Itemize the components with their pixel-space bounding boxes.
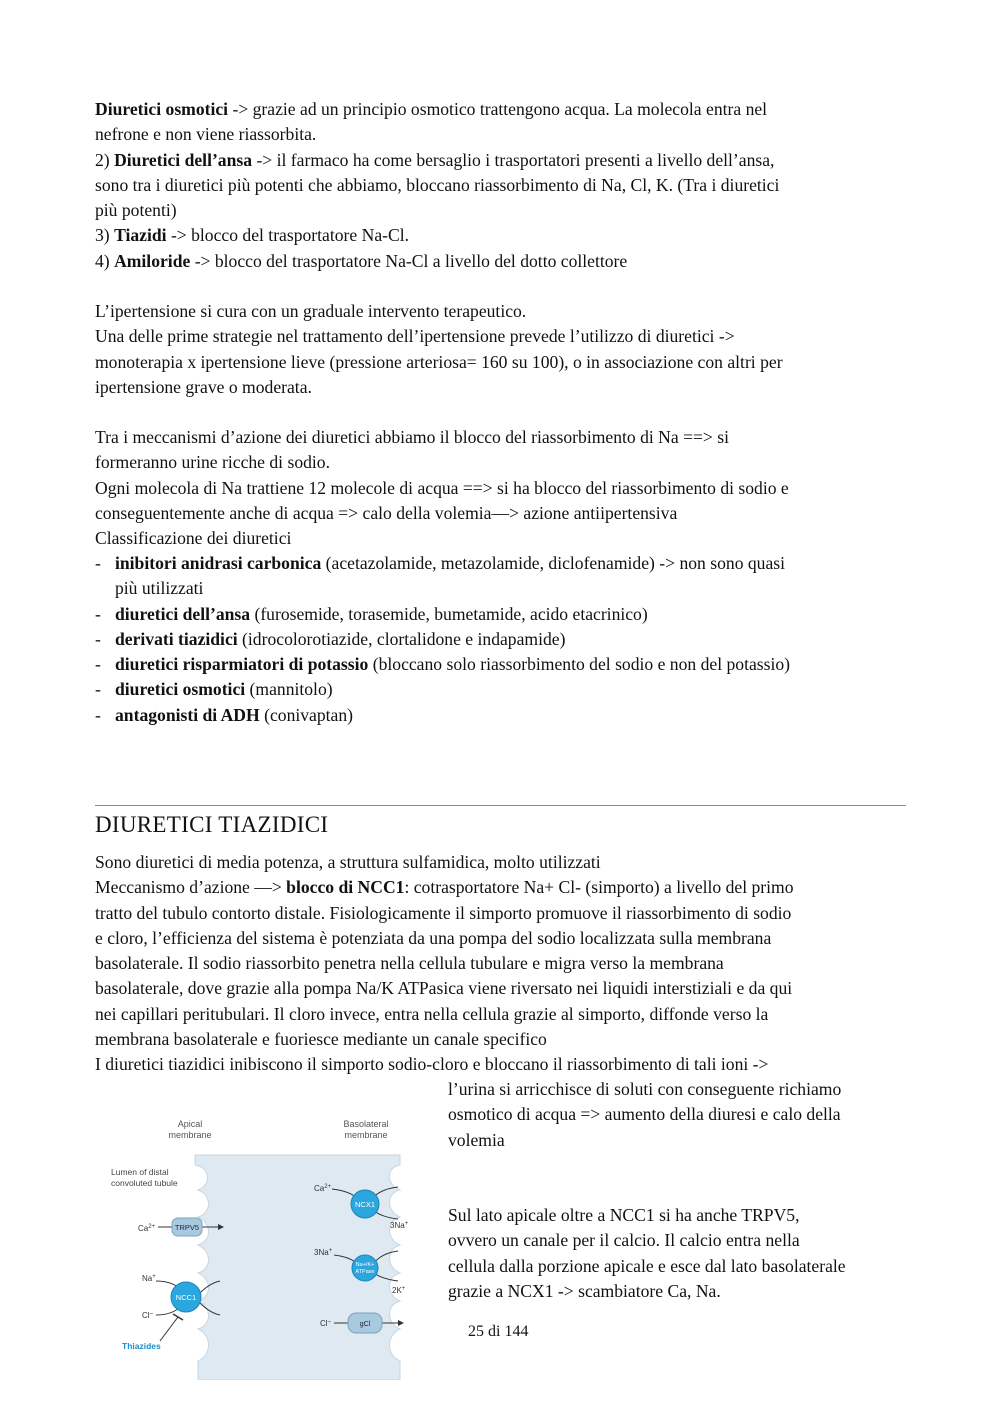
list-bullet: - bbox=[95, 654, 101, 675]
paragraph-osmotic bbox=[95, 97, 910, 122]
term: inibitori anidrasi carbonica bbox=[115, 553, 322, 573]
basolateral-label: Basolateral bbox=[343, 1119, 389, 1129]
list-bullet: - bbox=[95, 603, 101, 624]
figure-svg bbox=[100, 1105, 430, 1380]
term-ncc1-block: blocco di NCC1 bbox=[286, 877, 405, 898]
text-line: Sul lato apicale oltre a NCC1 si ha anche TRPV5, bbox=[448, 1205, 800, 1225]
term-loop: Diuretici dell’ansa bbox=[114, 149, 253, 170]
text-line: formeranno urine ricche di sodio. bbox=[95, 452, 330, 473]
list-item bbox=[95, 602, 910, 627]
text: Meccanismo d’azione —> bbox=[95, 877, 287, 898]
ncx1-label: NCX1 bbox=[354, 1200, 376, 1209]
text-line: monoterapia x ipertensione lieve (pressione arteriosa= 160 su 100), o in associazione con altri per bbox=[95, 351, 783, 372]
paragraph-thiazides bbox=[95, 223, 910, 248]
ca-in-label: $Ca^{2+}$ bbox=[138, 1224, 156, 1233]
item-number: 3) bbox=[95, 225, 115, 246]
section-divider bbox=[95, 805, 906, 806]
text-line: tratto del tubulo contorto distale. Fisiologicamente il simporto promuove il riassorbimento di sodio bbox=[95, 902, 792, 923]
item-number: 2) bbox=[95, 149, 115, 170]
list-bullet: - bbox=[95, 628, 101, 649]
text: -> blocco del trasportatore Na-Cl. bbox=[166, 225, 410, 246]
text-line: L’ipertensione si cura con un graduale intervento terapeutico. bbox=[95, 301, 527, 321]
side-paragraph-trpv5 bbox=[448, 1203, 918, 1304]
side-paragraph-urine bbox=[448, 1077, 918, 1153]
text: -> il farmaco ha come bersaglio i trasportatori presenti a livello dell’ansa, bbox=[252, 149, 775, 170]
term-amiloride: Amiloride bbox=[114, 250, 191, 271]
text: (mannitolo) bbox=[245, 679, 333, 700]
text-line: ovvero un canale per il calcio. Il calcio entra nella bbox=[448, 1230, 800, 1251]
basolateral-label-2: membrane bbox=[344, 1130, 388, 1140]
text: : cotrasportatore Na+ Cl- (simporto) a livello del primo bbox=[404, 877, 794, 898]
text-line: Sono diuretici di media potenza, a struttura sulfamidica, molto utilizzati bbox=[95, 852, 601, 872]
list-bullet: - bbox=[95, 704, 101, 725]
k2-label: 2K+ bbox=[392, 1286, 406, 1295]
lumen-label: Lumen of distal bbox=[111, 1167, 169, 1177]
list-bullet: - bbox=[95, 553, 101, 573]
paragraph-amiloride bbox=[95, 249, 910, 274]
text-line: nei capillari peritubulari. Il cloro invece, entra nella cellula grazie al simporto, diffonde verso la bbox=[95, 1003, 769, 1024]
list-bullet: - bbox=[95, 679, 101, 700]
na-k-atpase bbox=[352, 1255, 378, 1281]
term: diuretici osmotici bbox=[115, 679, 246, 700]
paragraph-loop bbox=[95, 148, 910, 173]
paragraph-mechanisms bbox=[95, 425, 910, 551]
atpase-label: Na+/K+ bbox=[355, 1262, 375, 1268]
thiazide-mechanism-figure bbox=[100, 1105, 430, 1380]
ncc1-label: NCC1 bbox=[175, 1293, 197, 1302]
text: (conivaptan) bbox=[259, 704, 354, 725]
list-item bbox=[95, 627, 910, 652]
text-line: Una delle prime strategie nel trattamento dell’ipertensione prevede l’utilizzo di diuretici -> bbox=[95, 326, 735, 347]
text: (acetazolamide, metazolamide, diclofenamide) -> non sono quasi bbox=[321, 553, 786, 573]
text: (furosemide, torasemide, bumetamide, acido etacrinico) bbox=[250, 603, 648, 624]
text: più utilizzati bbox=[115, 578, 204, 599]
term: diuretici risparmiatori di potassio bbox=[115, 654, 369, 675]
text-line: conseguentemente anche di acqua => calo della volemia—> azione antiipertensiva bbox=[95, 502, 678, 523]
term-thiazides: Tiazidi bbox=[114, 225, 167, 246]
ca-out-label: $Ca^{2+}$ bbox=[314, 1184, 332, 1193]
text: -> blocco del trasportatore Na-Cl a livello del dotto collettore bbox=[190, 250, 628, 271]
cl-label: Cl– bbox=[142, 1311, 153, 1320]
na3-out-label: 3Na+ bbox=[390, 1221, 409, 1230]
section-title: DIURETICI TIAZIDICI bbox=[95, 812, 329, 837]
classification-heading: Classificazione dei diuretici bbox=[95, 528, 292, 549]
term: diuretici dell’ansa bbox=[115, 603, 251, 624]
gcl-label: gCl bbox=[359, 1321, 371, 1328]
intro-list bbox=[95, 97, 910, 274]
term-osmotic: Diuretici osmotici bbox=[95, 99, 229, 119]
apical-label-2: membrane bbox=[168, 1130, 212, 1140]
classification-list bbox=[95, 551, 910, 728]
trpv5-label: TRPV5 bbox=[174, 1223, 200, 1232]
term: antagonisti di ADH bbox=[115, 704, 260, 725]
term: derivati tiazidici bbox=[115, 628, 238, 649]
list-item bbox=[95, 652, 910, 677]
arrow-head bbox=[398, 1320, 404, 1326]
text-line: grazie a NCX1 -> scambiatore Ca, Na. bbox=[448, 1280, 721, 1301]
text-line: Ogni molecola di Na trattiene 12 molecole di acqua ==> si ha blocco del riassorbimento di sodio e bbox=[95, 477, 789, 498]
list-item bbox=[95, 677, 910, 702]
text-line: ipertensione grave o moderata. bbox=[95, 376, 312, 397]
text-line: basolaterale. Il sodio riassorbito penetra nella cellula tubulare e migra verso la membrana bbox=[95, 953, 724, 974]
inhibition-bar bbox=[173, 1314, 183, 1320]
page-number: 25 di 144 bbox=[468, 1323, 529, 1340]
text-line: cellula dalla porzione apicale e esce dal lato basolaterale bbox=[448, 1255, 846, 1276]
list-item bbox=[95, 703, 910, 728]
text: -> grazie ad un principio osmotico trattengono acqua. La molecola entra nel bbox=[228, 99, 768, 119]
apical-label: Apical bbox=[177, 1119, 203, 1129]
text-line: nefrone e non viene riassorbita. bbox=[95, 124, 317, 145]
text-line: basolaterale, dove grazie alla pompa Na/K ATPasica viene riversato nei liquidi interstiziali e da qui bbox=[95, 978, 793, 999]
na-label: Na+ bbox=[142, 1274, 156, 1283]
text-line: l’urina si arricchisce di soluti con conseguente richiamo bbox=[448, 1079, 842, 1099]
thiazides-label: Thiazides bbox=[122, 1341, 161, 1351]
paragraph-thiazide-mechanism bbox=[95, 850, 910, 1078]
text-line: Tra i meccanismi d’azione dei diuretici abbiamo il blocco del riassorbimento di Na ==> si bbox=[95, 427, 729, 447]
item-number: 4) bbox=[95, 250, 115, 271]
text-line: membrana basolaterale e fuoriesce mediante un canale specifico bbox=[95, 1029, 547, 1050]
list-item bbox=[95, 551, 910, 602]
thiazide-inhibition-line bbox=[160, 1317, 178, 1341]
na3-in-label: 3Na+ bbox=[314, 1248, 333, 1257]
text-line: osmotico di acqua => aumento della diuresi e calo della bbox=[448, 1104, 841, 1125]
text-line bbox=[95, 875, 910, 900]
text: (idrocolorotiazide, clortalidone e indapamide) bbox=[237, 628, 566, 649]
text-line: I diuretici tiazidici inibiscono il simporto sodio-cloro e bloccano il riassorbimento di tali ioni -> bbox=[95, 1054, 769, 1075]
paragraph-hypertension bbox=[95, 299, 910, 400]
atpase-label-2: ATPase bbox=[355, 1269, 375, 1275]
lumen-label-2: convoluted tubule bbox=[111, 1178, 178, 1188]
text-line: e cloro, l’efficienza del sistema è potenziata da una pompa del sodio localizzata sulla membrana bbox=[95, 927, 772, 948]
cl-out-label: Cl– bbox=[320, 1319, 331, 1328]
text: (bloccano solo riassorbimento del sodio e non del potassio) bbox=[368, 654, 791, 675]
text-line: sono tra i diuretici più potenti che abbiamo, bloccano riassorbimento di Na, Cl, K. (Tra i diuretici bbox=[95, 174, 780, 195]
text-line: più potenti) bbox=[95, 200, 177, 221]
text-line: volemia bbox=[448, 1129, 505, 1150]
